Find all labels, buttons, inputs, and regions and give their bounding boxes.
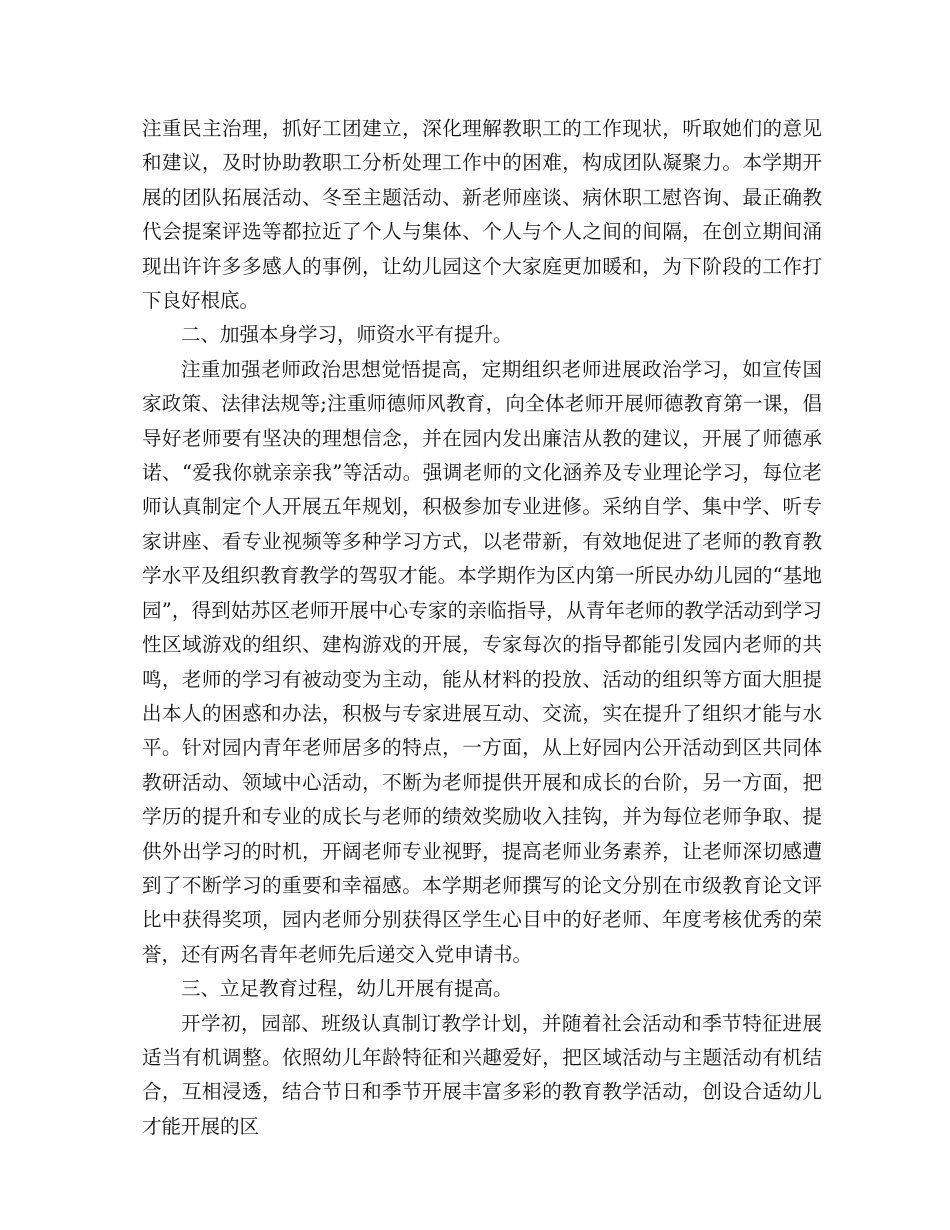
paragraph-education-process: 开学初，园部、班级认真制订教学计划，并随着社会活动和季节特征进展适当有机调整。依照幼儿年龄特征和兴趣爱好，把区域活动与主题活动有机结合，互相浸透，结合节日和季节开展丰富多彩的教育教学活动，创设合适幼儿才能开展的区 xyxy=(142,1011,822,1138)
paragraph-continuation: 注重民主治理，抓好工团建立，深化理解教职工的工作现状，听取她们的意见和建议，及时协助教职工分析处理工作中的困难，构成团队凝聚力。本学期开展的团队拓展活动、冬至主题活动、新老师座谈、病休职工慰咨询、最正确教代会提案评选等都拉近了个人与集体、个人与个人之间的间隔，在创立期间涌现出许许多多感人的事例，让幼儿园这个大家庭更加暖和，为下阶段的工作打下良好根底。 xyxy=(142,117,822,313)
document-page xyxy=(142,112,822,1144)
section-heading-3: 三、立足教育过程，幼儿开展有提高。 xyxy=(181,977,513,1001)
paragraph-teacher-study: 注重加强老师政治思想觉悟提高，定期组织老师进展政治学习，如宣传国家政策、法律法规等;注重师德师风教育，向全体老师开展师德教育第一课，倡导好老师要有坚决的理想信念，并在园内发出廉洁从教的建议，开展了师德承诺、“爱我你就亲亲我”等活动。强调老师的文化涵养及专业理论学习，每位老师认真制定个人开展五年规划，积极参加专业进修。采纳自学、集中学、听专家讲座、看专业视频等多种学习方式，以老带新，有效地促进了老师的教育教学水平及组织教育教学的驾驭才能。本学期作为区内第一所民办幼儿园的“基地园”，得到姑苏区老师开展中心专家的亲临指导，从青年老师的教学活动到学习性区域游戏的组织、建构游戏的开展，专家每次的指导都能引发园内老师的共鸣，老师的学习有被动变为主动，能从材料的投放、活动的组织等方面大胆提出本人的困惑和办法，积极与专家进展互动、交流，实在提升了组织才能与水平。针对园内青年老师居多的特点，一方面，从上好园内公开活动到区共同体教研活动、领域中心活动，不断为老师提供开展和成长的台阶，另一方面，把学历的提升和专业的成长与老师的绩效奖励收入挂钩，并为每位老师争取、提供外出学习的时机，开阔老师专业视野，提高老师业务素养，让老师深切感遭到了不断学习的重要和幸福感。本学期老师撰写的论文分别在市级教育论文评比中获得奖项，园内老师分别获得区学生心目中的好老师、年度考核优秀的荣誉，还有两名青年老师先后递交入党申请书。 xyxy=(142,357,822,966)
section-heading-2: 二、加强本身学习，师资水平有提升。 xyxy=(181,323,513,347)
